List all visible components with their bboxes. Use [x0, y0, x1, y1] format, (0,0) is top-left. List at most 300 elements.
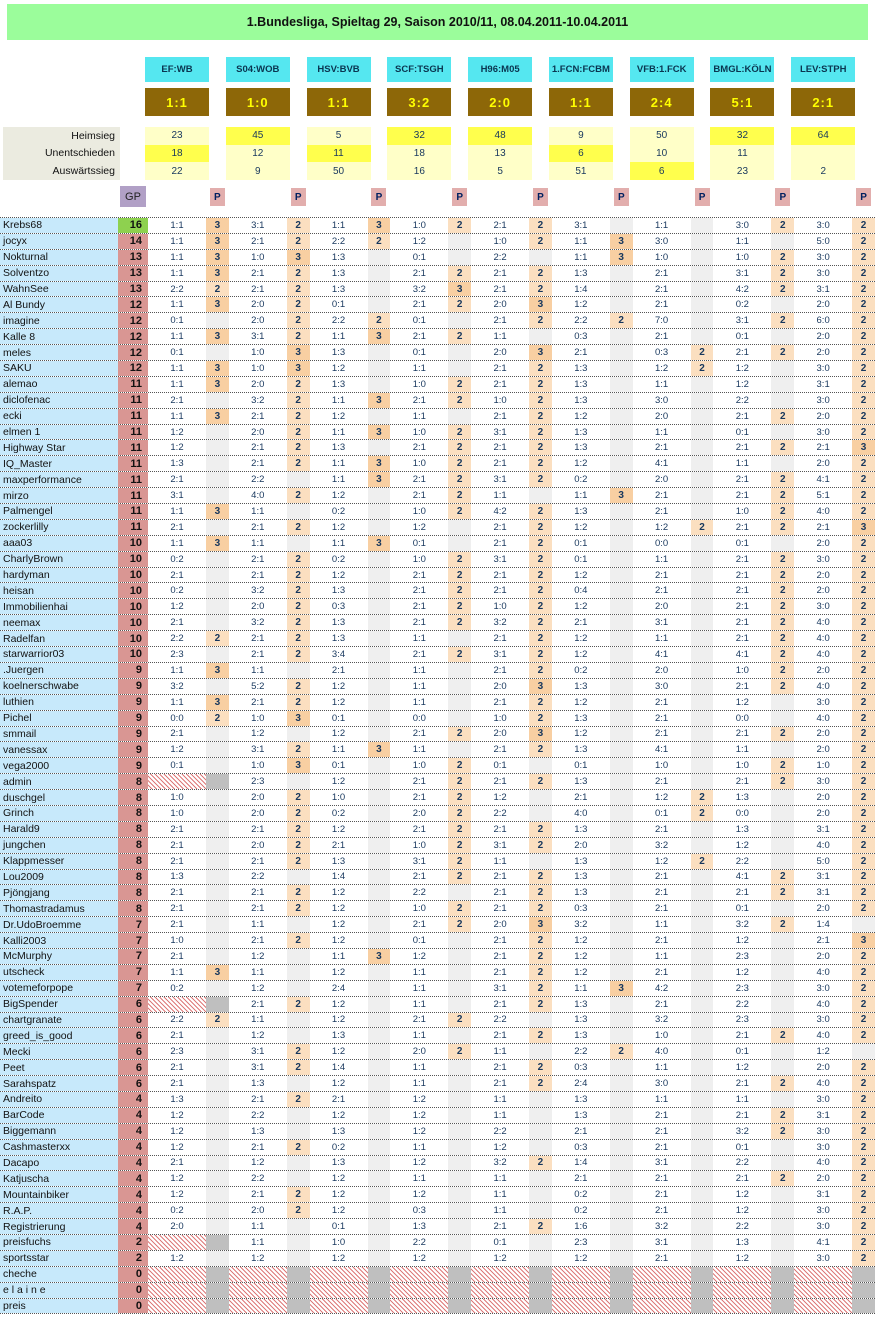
- points-cell: [287, 663, 310, 678]
- prediction-cell: 2:1: [170, 855, 184, 867]
- prediction-cell: 1:1: [412, 410, 426, 422]
- gp-cell: 12: [118, 329, 148, 344]
- points-cell: [206, 393, 229, 408]
- points-cell: 2: [691, 345, 714, 360]
- player-name: Sarahspatz: [0, 1076, 118, 1091]
- prediction-cell: 2:0: [493, 919, 507, 931]
- prediction-cell: 2:1: [735, 569, 749, 581]
- points-cell: [448, 313, 471, 328]
- points-cell: [610, 679, 633, 694]
- points-cell: 2: [287, 552, 310, 567]
- points-cell: 2: [852, 409, 875, 424]
- prediction-cell: 1:1: [493, 1205, 507, 1217]
- prediction-cell: 1:3: [331, 1125, 346, 1137]
- prediction-cell: 0:2: [331, 505, 346, 517]
- prediction-cell: 1:1: [412, 966, 426, 978]
- prediction-cell: 2:1: [493, 283, 507, 295]
- prediction-cell: 1:3: [574, 998, 588, 1010]
- points-cell: 2: [206, 711, 229, 726]
- prediction-cell: 3:1: [654, 617, 669, 629]
- prediction-cell: 1:1: [412, 1062, 426, 1074]
- points-cell: [610, 806, 633, 821]
- prediction-cell: 1:1: [170, 331, 184, 343]
- points-cell: [368, 631, 391, 646]
- points-cell: 3: [852, 520, 875, 535]
- points-cell: [610, 377, 633, 392]
- points-cell: 2: [448, 806, 471, 821]
- points-cell: 2: [771, 1076, 794, 1091]
- points-cell: [610, 711, 633, 726]
- prediction-cell: 2:1: [654, 998, 669, 1010]
- points-cell: [287, 1076, 310, 1091]
- player-name: Biggemann: [0, 1124, 118, 1139]
- stat-value: 13: [468, 145, 532, 163]
- prediction-cell: 1:1: [412, 1078, 426, 1090]
- prediction-cell: 1:0: [412, 505, 426, 517]
- prediction-cell: 1:2: [170, 1109, 184, 1121]
- prediction-cell: 1:0: [654, 1030, 669, 1042]
- points-cell: 2: [852, 1060, 875, 1075]
- points-cell: [206, 1028, 229, 1043]
- prediction-cell: 2:1: [251, 267, 265, 279]
- player-row: [0, 313, 875, 329]
- prediction-cell: 2:1: [493, 871, 507, 883]
- points-cell: [368, 266, 391, 281]
- prediction-cell: 2:0: [493, 680, 507, 692]
- gp-cell: 6: [118, 997, 148, 1012]
- points-column-header: P: [291, 188, 306, 206]
- prediction-cell: 2:1: [493, 521, 507, 533]
- player-row: [0, 1028, 875, 1044]
- prediction-cell: 2:1: [251, 696, 265, 708]
- prediction-cell: 1:2: [251, 1252, 265, 1264]
- prediction-cell: 1:1: [412, 982, 426, 994]
- prediction-cell: 1:2: [331, 966, 346, 978]
- points-cell: 2: [529, 568, 552, 583]
- prediction-cell: 1:0: [493, 601, 507, 613]
- prediction-cell: 1:3: [574, 776, 588, 788]
- points-cell: [206, 1203, 229, 1218]
- points-cell: 3: [368, 742, 391, 757]
- prediction-cell: 2:1: [654, 569, 669, 581]
- prediction-cell: 2:1: [654, 935, 669, 947]
- prediction-cell: 2:1: [170, 1030, 184, 1042]
- points-cell: [691, 711, 714, 726]
- prediction-cell: 1:0: [735, 505, 749, 517]
- prediction-cell: 0:1: [170, 315, 184, 327]
- points-cell: 2: [448, 854, 471, 869]
- points-cell: 3: [206, 409, 229, 424]
- points-cell: [691, 234, 714, 249]
- prediction-cell: 2:2: [735, 855, 749, 867]
- stats-row-label: Unentschieden: [44, 147, 115, 160]
- points-cell: 2: [529, 282, 552, 297]
- points-cell: [368, 409, 391, 424]
- points-cell: [691, 218, 714, 233]
- points-cell: [368, 1060, 391, 1075]
- points-cell: [691, 393, 714, 408]
- points-cell: 2: [852, 758, 875, 773]
- prediction-cell: 1:1: [170, 378, 184, 390]
- player-row: [0, 472, 875, 488]
- prediction-cell: 2:1: [331, 839, 346, 851]
- prediction-cell: 3:1: [816, 887, 830, 899]
- player-name: IQ_Master: [0, 456, 118, 471]
- prediction-cell: 1:2: [574, 935, 588, 947]
- points-cell: [610, 1156, 633, 1171]
- points-cell: [448, 997, 471, 1012]
- points-cell: 2: [852, 345, 875, 360]
- points-cell: [206, 901, 229, 916]
- points-cell: [610, 790, 633, 805]
- points-cell: 3: [368, 536, 391, 551]
- points-cell: [771, 1044, 794, 1059]
- prediction-cell: 3:1: [816, 1189, 830, 1201]
- points-cell: [691, 583, 714, 598]
- no-tip-cell: [148, 1299, 206, 1314]
- points-cell: [368, 758, 391, 773]
- gp-cell: 8: [118, 806, 148, 821]
- prediction-cell: 0:1: [574, 553, 588, 565]
- points-cell: 2: [448, 615, 471, 630]
- points-cell: [771, 981, 794, 996]
- prediction-cell: 4:2: [654, 982, 669, 994]
- prediction-cell: 1:1: [735, 1093, 749, 1105]
- points-cell: [691, 838, 714, 853]
- prediction-cell: 1:1: [654, 1093, 669, 1105]
- prediction-cell: 1:2: [735, 1189, 749, 1201]
- gp-cell: 10: [118, 615, 148, 630]
- prediction-cell: 1:3: [574, 823, 588, 835]
- points-cell: 2: [852, 1140, 875, 1155]
- prediction-cell: 2:1: [170, 919, 184, 931]
- points-cell: [610, 345, 633, 360]
- points-cell: 2: [852, 965, 875, 980]
- prediction-cell: 1:3: [574, 378, 588, 390]
- player-name: Mountainbiker: [0, 1187, 118, 1202]
- points-cell: 2: [287, 997, 310, 1012]
- prediction-cell: 3:0: [654, 680, 669, 692]
- match-result: 2:1: [791, 88, 855, 116]
- prediction-cell: 2:1: [735, 490, 749, 502]
- prediction-cell: 1:1: [574, 490, 588, 502]
- prediction-cell: 1:0: [493, 394, 507, 406]
- prediction-cell: 1:2: [574, 1252, 588, 1264]
- prediction-cell: 2:1: [331, 1093, 346, 1105]
- prediction-cell: 1:0: [816, 760, 830, 772]
- prediction-cell: 0:1: [170, 760, 184, 772]
- prediction-cell: 3:0: [816, 362, 830, 374]
- prediction-cell: 1:3: [574, 394, 588, 406]
- prediction-cell: 3:0: [816, 982, 830, 994]
- points-cell: 2: [529, 933, 552, 948]
- points-cell: 2: [529, 965, 552, 980]
- points-cell: 3: [529, 679, 552, 694]
- points-cell: [691, 552, 714, 567]
- points-cell: [691, 488, 714, 503]
- prediction-cell: 2:1: [654, 887, 669, 899]
- prediction-cell: 1:1: [251, 966, 265, 978]
- player-row: [0, 806, 875, 822]
- player-row: [0, 1203, 875, 1219]
- prediction-cell: 2:2: [251, 1109, 265, 1121]
- points-cell: [206, 1108, 229, 1123]
- stat-value: 22: [145, 162, 209, 180]
- points-cell: [771, 933, 794, 948]
- prediction-cell: 2:1: [412, 776, 426, 788]
- prediction-cell: 1:3: [574, 1030, 588, 1042]
- points-cell: [771, 1140, 794, 1155]
- match-result: 2:0: [468, 88, 532, 116]
- prediction-cell: 1:1: [251, 1236, 265, 1248]
- points-cell: 2: [852, 456, 875, 471]
- prediction-cell: 1:0: [170, 792, 184, 803]
- prediction-cell: 1:2: [331, 1046, 346, 1058]
- points-cell: 2: [852, 425, 875, 440]
- points-cell: [610, 1203, 633, 1218]
- player-row: [0, 742, 875, 758]
- prediction-cell: 1:2: [331, 823, 346, 835]
- prediction-cell: 2:2: [493, 1125, 507, 1137]
- prediction-cell: 1:2: [412, 1252, 426, 1264]
- points-cell: 3: [368, 393, 391, 408]
- points-cell: [368, 854, 391, 869]
- prediction-cell: 2:1: [574, 617, 588, 629]
- points-cell: 2: [529, 1219, 552, 1234]
- prediction-cell: 1:1: [170, 664, 184, 676]
- player-row: [0, 615, 875, 631]
- stat-value: 5: [307, 127, 371, 145]
- prediction-cell: 1:0: [412, 760, 426, 772]
- points-cell: [771, 1156, 794, 1171]
- prediction-cell: 3:0: [816, 696, 830, 708]
- points-cell: 2: [287, 806, 310, 821]
- points-cell: 2: [771, 552, 794, 567]
- points-cell: [771, 393, 794, 408]
- no-tip-cell: [633, 1299, 691, 1314]
- points-cell: 2: [852, 1235, 875, 1250]
- points-cell: [448, 536, 471, 551]
- points-cell: [610, 615, 633, 630]
- points-cell: [529, 1299, 552, 1314]
- points-cell: 2: [206, 631, 229, 646]
- gp-cell: 9: [118, 663, 148, 678]
- prediction-cell: 2:1: [251, 283, 265, 295]
- points-cell: [771, 1013, 794, 1028]
- prediction-cell: 2:1: [735, 633, 749, 645]
- player-row: [0, 695, 875, 711]
- prediction-cell: 2:1: [412, 394, 426, 406]
- prediction-cell: 2:1: [493, 903, 507, 915]
- no-tip-cell: [713, 1299, 771, 1314]
- points-cell: [206, 806, 229, 821]
- points-cell: 2: [448, 1013, 471, 1028]
- points-cell: 2: [448, 218, 471, 233]
- prediction-cell: 1:0: [251, 712, 265, 724]
- prediction-cell: 1:1: [331, 394, 346, 406]
- prediction-cell: 1:2: [735, 935, 749, 947]
- player-name: koelnerschwabe: [0, 679, 118, 694]
- points-cell: [368, 1156, 391, 1171]
- points-cell: [529, 1013, 552, 1028]
- prediction-cell: 4:0: [816, 1157, 830, 1169]
- points-cell: 2: [852, 711, 875, 726]
- prediction-cell: 1:3: [331, 633, 346, 645]
- prediction-cell: 2:1: [493, 776, 507, 788]
- points-cell: [206, 1251, 229, 1266]
- prediction-cell: 1:0: [251, 362, 265, 374]
- points-cell: 2: [852, 790, 875, 805]
- prediction-cell: 2:1: [412, 331, 426, 343]
- prediction-cell: 2:1: [654, 585, 669, 597]
- prediction-cell: 2:1: [735, 474, 749, 486]
- prediction-cell: 0:1: [654, 807, 669, 819]
- gp-cell: 9: [118, 679, 148, 694]
- points-cell: [610, 1283, 633, 1298]
- prediction-cell: 1:3: [574, 1014, 588, 1026]
- points-cell: [206, 1076, 229, 1091]
- points-cell: [610, 1124, 633, 1139]
- gp-cell: 6: [118, 1060, 148, 1075]
- points-cell: 2: [852, 663, 875, 678]
- stat-column: [387, 127, 451, 180]
- player-row: [0, 218, 875, 234]
- points-cell: 2: [691, 361, 714, 376]
- points-cell: [691, 282, 714, 297]
- prediction-cell: 2:1: [412, 823, 426, 835]
- points-cell: 3: [206, 218, 229, 233]
- prediction-cell: 3:1: [493, 553, 507, 565]
- player-row: [0, 1092, 875, 1108]
- gp-cell: 4: [118, 1156, 148, 1171]
- points-cell: [610, 885, 633, 900]
- points-cell: 2: [287, 297, 310, 312]
- prediction-cell: 1:3: [251, 1078, 265, 1090]
- points-column-header: P: [533, 188, 548, 206]
- points-cell: [529, 1044, 552, 1059]
- prediction-cell: 2:0: [251, 839, 265, 851]
- points-cell: 2: [448, 568, 471, 583]
- points-cell: 2: [529, 870, 552, 885]
- player-row: [0, 854, 875, 870]
- prediction-cell: 1:0: [654, 760, 669, 772]
- points-cell: [448, 1076, 471, 1091]
- points-cell: [368, 1251, 391, 1266]
- points-cell: 3: [206, 266, 229, 281]
- points-cell: [448, 981, 471, 996]
- points-cell: 2: [448, 901, 471, 916]
- points-cell: [206, 933, 229, 948]
- points-cell: [448, 631, 471, 646]
- prediction-cell: 1:2: [412, 1125, 426, 1137]
- prediction-cell: 1:3: [170, 458, 184, 470]
- player-row: [0, 965, 875, 981]
- prediction-cell: 5:0: [816, 235, 830, 247]
- gp-cell: 2: [118, 1251, 148, 1266]
- player-row: [0, 1171, 875, 1187]
- points-cell: 2: [852, 679, 875, 694]
- prediction-cell: 1:0: [735, 251, 749, 263]
- prediction-cell: 3:4: [331, 648, 346, 660]
- prediction-cell: 1:2: [331, 490, 346, 502]
- player-name: luthien: [0, 695, 118, 710]
- points-cell: 2: [691, 520, 714, 535]
- points-cell: 2: [448, 266, 471, 281]
- points-cell: 2: [287, 631, 310, 646]
- prediction-cell: 0:3: [574, 331, 588, 343]
- page-title: 1.Bundesliga, Spieltag 29, Saison 2010/11, 08.04.2011-10.04.2011: [7, 4, 868, 40]
- stat-value: 6: [549, 145, 613, 163]
- prediction-cell: 1:2: [331, 1173, 346, 1185]
- no-tip-cell: [310, 1267, 368, 1282]
- points-cell: 2: [771, 758, 794, 773]
- points-cell: [368, 933, 391, 948]
- points-cell: 2: [448, 790, 471, 805]
- prediction-cell: 3:2: [251, 617, 265, 629]
- prediction-cell: 0:1: [412, 935, 426, 947]
- prediction-cell: 2:1: [654, 331, 669, 343]
- points-cell: [206, 822, 229, 837]
- prediction-cell: 4:0: [816, 1078, 830, 1090]
- points-cell: [691, 1028, 714, 1043]
- player-row: [0, 583, 875, 599]
- points-cell: [287, 1171, 310, 1186]
- prediction-cell: 1:0: [331, 1236, 346, 1248]
- prediction-cell: 2:1: [735, 1078, 749, 1090]
- prediction-cell: 1:1: [654, 950, 669, 962]
- prediction-cell: 1:2: [654, 521, 669, 533]
- stat-value: 32: [387, 127, 451, 145]
- points-cell: [610, 393, 633, 408]
- prediction-cell: 4:0: [816, 966, 830, 978]
- prediction-cell: 1:2: [493, 1141, 507, 1153]
- no-tip-cell: [794, 1267, 852, 1282]
- points-cell: [448, 520, 471, 535]
- points-cell: [206, 1156, 229, 1171]
- points-cell: [610, 1267, 633, 1282]
- points-cell: [368, 965, 391, 980]
- points-cell: [691, 1076, 714, 1091]
- gp-cell: 0: [118, 1283, 148, 1298]
- prediction-cell: 2:1: [654, 267, 669, 279]
- prediction-cell: 1:1: [331, 950, 346, 962]
- prediction-cell: 2:1: [493, 458, 507, 470]
- no-tip-cell: [390, 1267, 448, 1282]
- prediction-cell: 2:1: [251, 442, 265, 454]
- points-cell: 2: [852, 599, 875, 614]
- points-cell: 3: [206, 329, 229, 344]
- player-name: aaa03: [0, 536, 118, 551]
- prediction-cell: 1:2: [331, 410, 346, 422]
- prediction-cell: 1:3: [574, 267, 588, 279]
- prediction-cell: 2:1: [493, 442, 507, 454]
- prediction-cell: 3:1: [493, 839, 507, 851]
- points-cell: [448, 1203, 471, 1218]
- player-row: [0, 663, 875, 679]
- points-cell: 2: [771, 1124, 794, 1139]
- stat-value: 32: [710, 127, 774, 145]
- prediction-cell: 3:2: [412, 283, 426, 295]
- player-row: [0, 774, 875, 790]
- prediction-cell: 0:1: [412, 347, 426, 359]
- points-cell: 2: [448, 917, 471, 932]
- points-cell: [610, 663, 633, 678]
- points-cell: [368, 1267, 391, 1282]
- match-result: 1:1: [307, 88, 371, 116]
- points-cell: [368, 1028, 391, 1043]
- prediction-cell: 1:2: [331, 521, 346, 533]
- prediction-cell: 3:2: [493, 617, 507, 629]
